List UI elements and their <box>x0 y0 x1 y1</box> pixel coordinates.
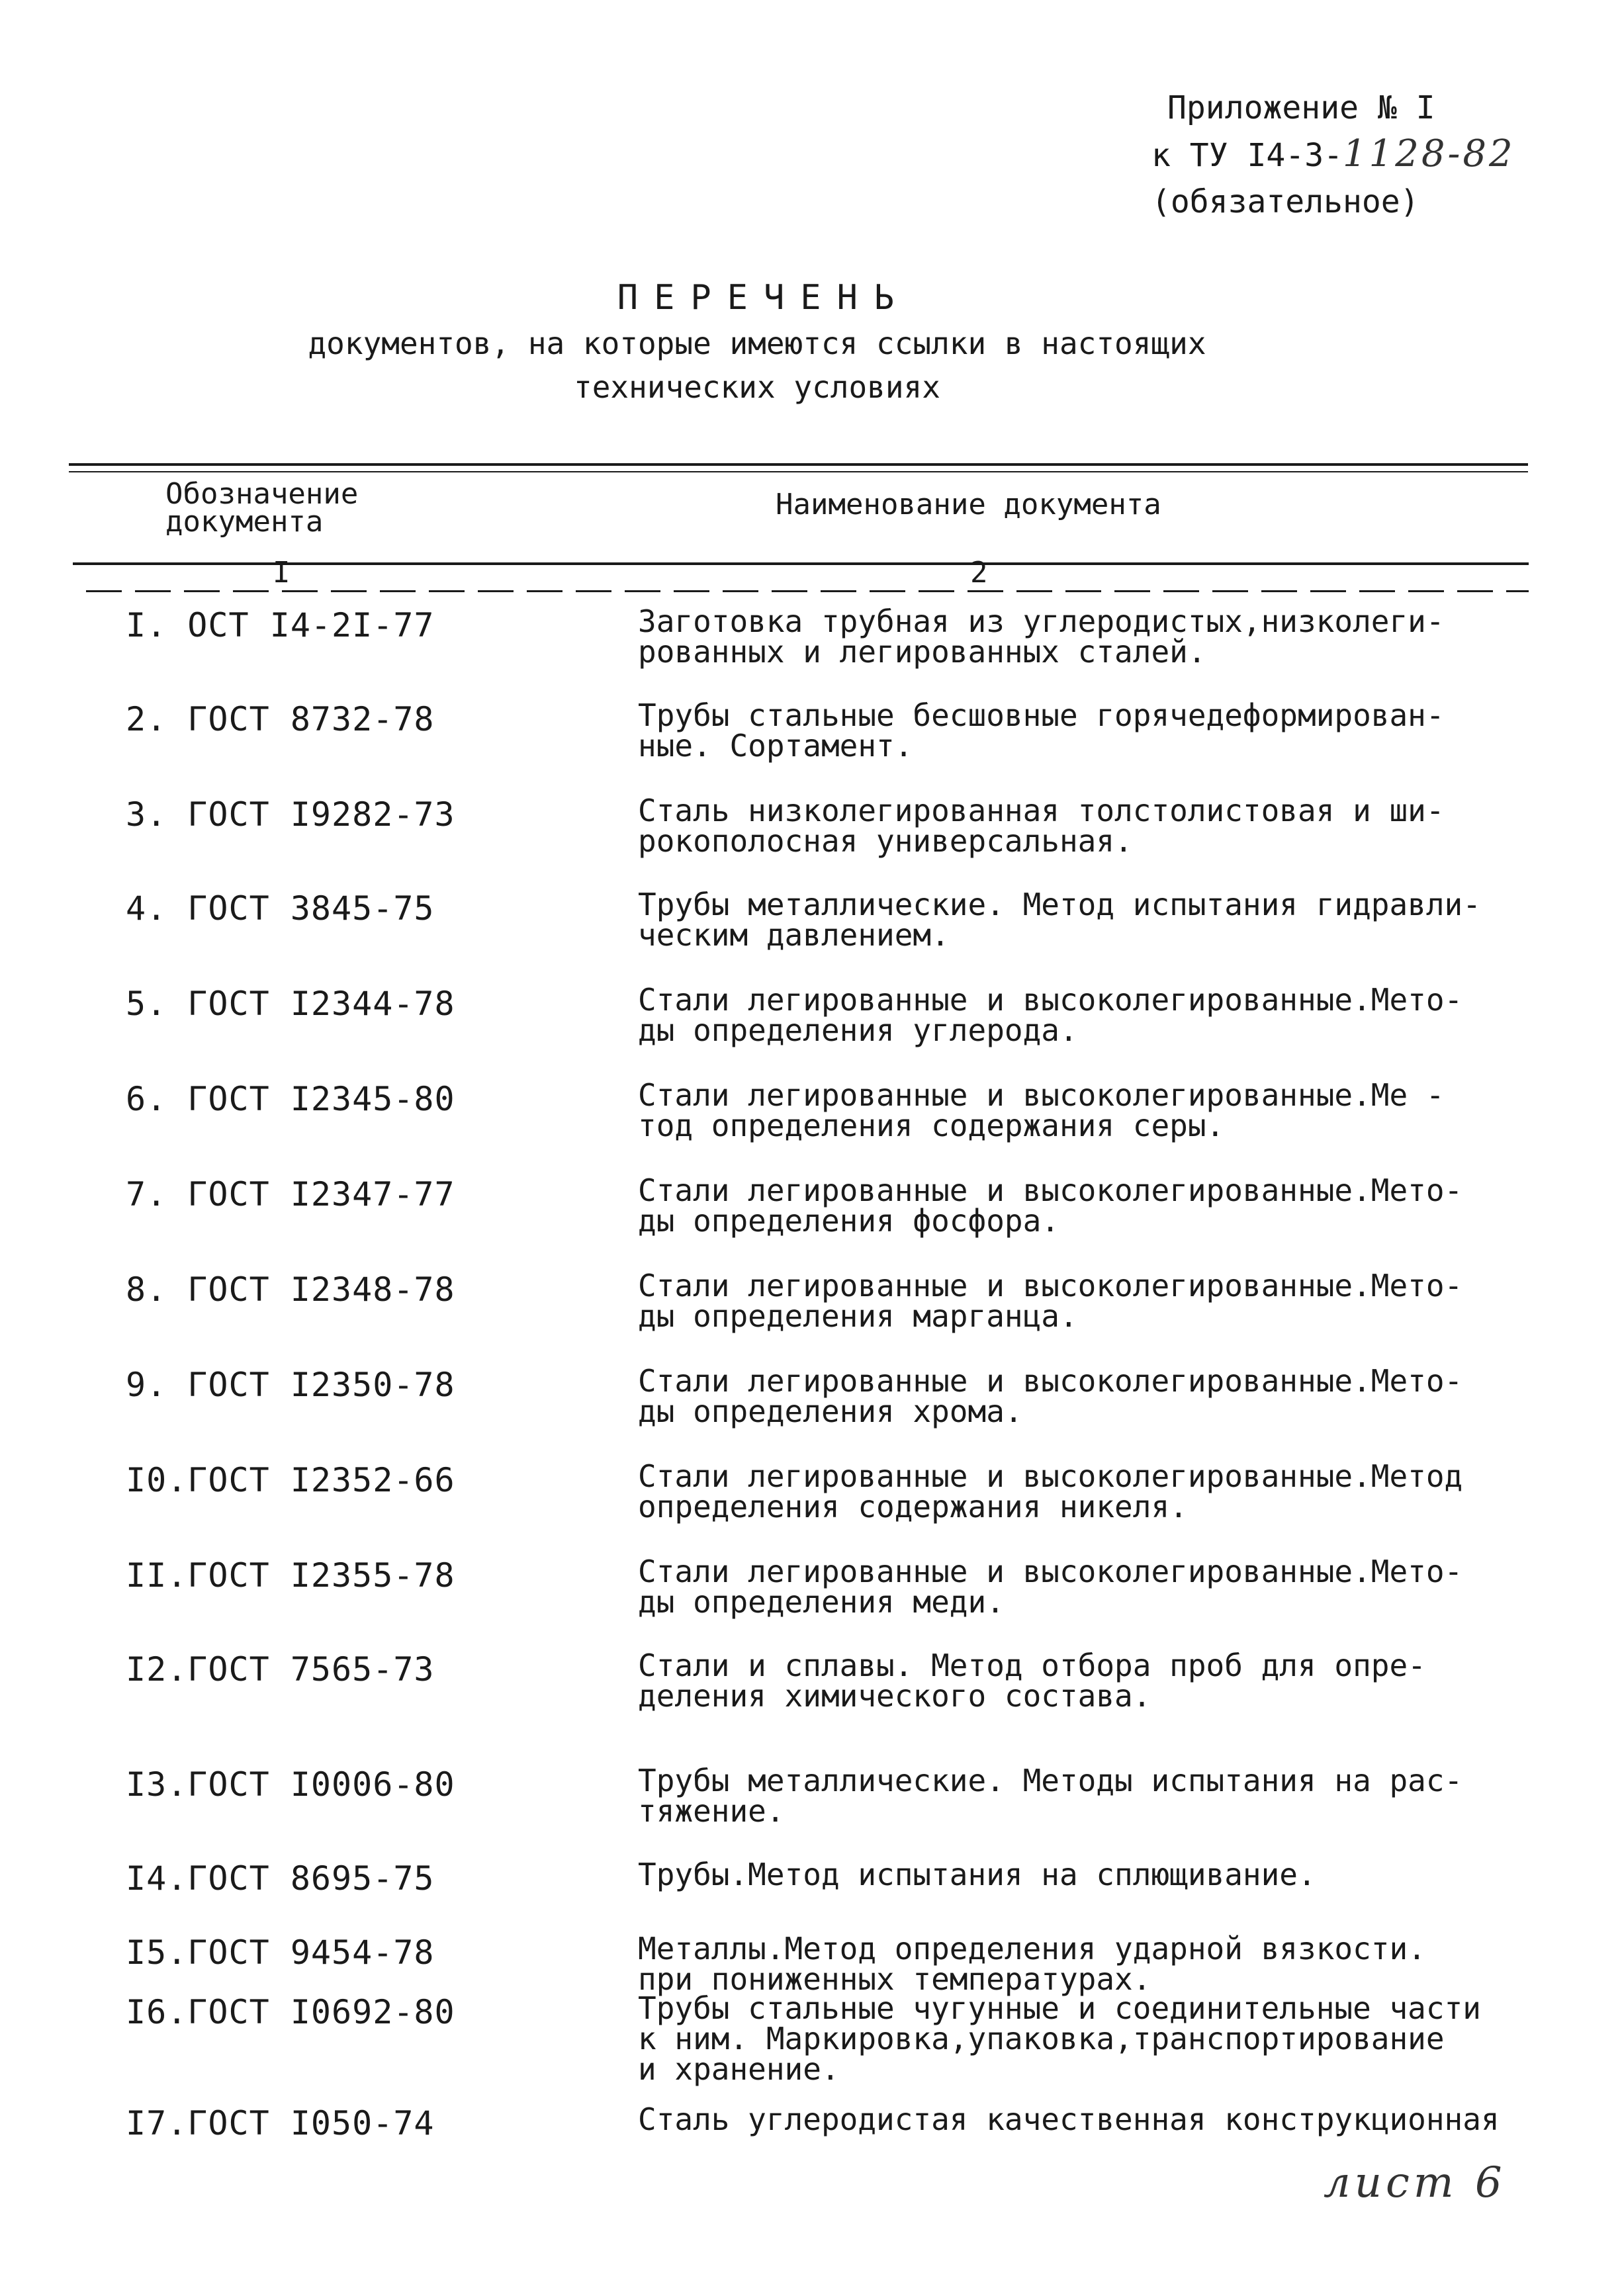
document-designation: 2. ГОСТ 8732-78 <box>126 700 435 738</box>
document-name: Металлы.Метод определения ударной вязкости. при пониженных температурах. <box>638 1931 1426 1997</box>
column-header-designation <box>165 477 359 539</box>
document-designation: 4. ГОСТ 3845-75 <box>126 889 435 928</box>
document-designation: I2.ГОСТ 7565-73 <box>126 1650 435 1689</box>
document-name: Сталь низколегированная толстолистовая и ши- рокополосная универсальная. <box>638 793 1445 859</box>
tu-prefix: к ТУ I4-3- <box>1151 137 1343 174</box>
document-name: Трубы металлические. Методы испытания на рас- тяжение. <box>638 1763 1463 1829</box>
column-number-rule <box>73 562 1529 565</box>
tu-reference <box>1151 131 1515 179</box>
document-designation: 3. ГОСТ I9282-73 <box>126 795 455 834</box>
tu-number-handwritten: 1128-82 <box>1342 132 1515 175</box>
column-number-2: 2 <box>970 556 988 590</box>
table-top-rule <box>69 463 1528 466</box>
column-header-name: Наименование документа <box>776 488 1161 521</box>
document-designation: 9. ГОСТ I2350-78 <box>126 1366 455 1404</box>
document-name: Трубы.Метод испытания на сплющивание. <box>638 1857 1316 1892</box>
document-name: Стали легированные и высоколегированные.Ме - тод определения содержания серы. <box>638 1077 1445 1143</box>
document-subtitle-line2: технических условиях <box>574 369 940 405</box>
document-name: Стали легированные и высоколегированные.Мето- ды определения фосфора. <box>638 1172 1463 1239</box>
document-name: Трубы стальные чугунные и соединительные части к ним. Маркировка,упаковка,транспортирование и хранение. <box>638 1990 1481 2087</box>
document-name: Стали легированные и высоколегированные.Метод определения содержания никеля. <box>638 1458 1463 1524</box>
header-bottom-rule <box>86 590 1529 592</box>
document-name: Стали легированные и высоколегированные.Мето- ды определения углерода. <box>638 982 1463 1048</box>
document-title: ПЕРЕЧЕНЬ <box>617 278 911 318</box>
document-designation: I7.ГОСТ I050-74 <box>126 2104 435 2142</box>
document-designation: I3.ГОСТ I0006-80 <box>126 1765 455 1804</box>
appendix-note: (обязательное) <box>1151 183 1419 220</box>
page-signature-handwritten: лист 6 <box>1324 2158 1506 2207</box>
document-name: Стали легированные и высоколегированные.Мето- ды определения хрома. <box>638 1363 1463 1429</box>
document-designation: 5. ГОСТ I2344-78 <box>126 985 455 1023</box>
document-designation: II.ГОСТ I2355-78 <box>126 1556 455 1595</box>
document-designation: I. ОСТ I4-2I-77 <box>126 606 435 644</box>
document-name: Стали и сплавы. Метод отбора проб для опре- деления химического состава. <box>638 1648 1426 1714</box>
document-designation: 6. ГОСТ I2345-80 <box>126 1080 455 1118</box>
document-designation: I4.ГОСТ 8695-75 <box>126 1859 435 1898</box>
document-name: Трубы стальные бесшовные горячедеформирован- ные. Сортамент. <box>638 697 1445 764</box>
column-number-1: I <box>273 556 291 590</box>
appendix-header <box>1151 85 1515 225</box>
document-name: Трубы металлические. Метод испытания гидравли- ческим давлением. <box>638 887 1481 953</box>
document-name: Стали легированные и высоколегированные.Мето- ды определения марганца. <box>638 1268 1463 1334</box>
document-name: Заготовка трубная из углеродистых,низколеги- рованных и легированных сталей. <box>638 603 1445 670</box>
document-designation: I5.ГОСТ 9454-78 <box>126 1933 435 1972</box>
document-designation: I6.ГОСТ I0692-80 <box>126 1993 455 2031</box>
column-header-designation-line1: Обозначение <box>165 477 359 511</box>
document-name: Сталь углеродистая качественная конструкционная <box>638 2101 1500 2137</box>
document-name: Стали легированные и высоколегированные.Мето- ды определения меди. <box>638 1554 1463 1620</box>
document-designation: 8. ГОСТ I2348-78 <box>126 1270 455 1309</box>
table-top-rule-2 <box>69 471 1528 472</box>
document-subtitle-line1: документов, на которые имеются ссылки в настоящих <box>308 326 1206 361</box>
appendix-label: Приложение № I <box>1167 89 1435 126</box>
document-designation: I0.ГОСТ I2352-66 <box>126 1461 455 1499</box>
column-header-designation-line2: документа <box>165 505 324 539</box>
document-designation: 7. ГОСТ I2347-77 <box>126 1175 455 1214</box>
